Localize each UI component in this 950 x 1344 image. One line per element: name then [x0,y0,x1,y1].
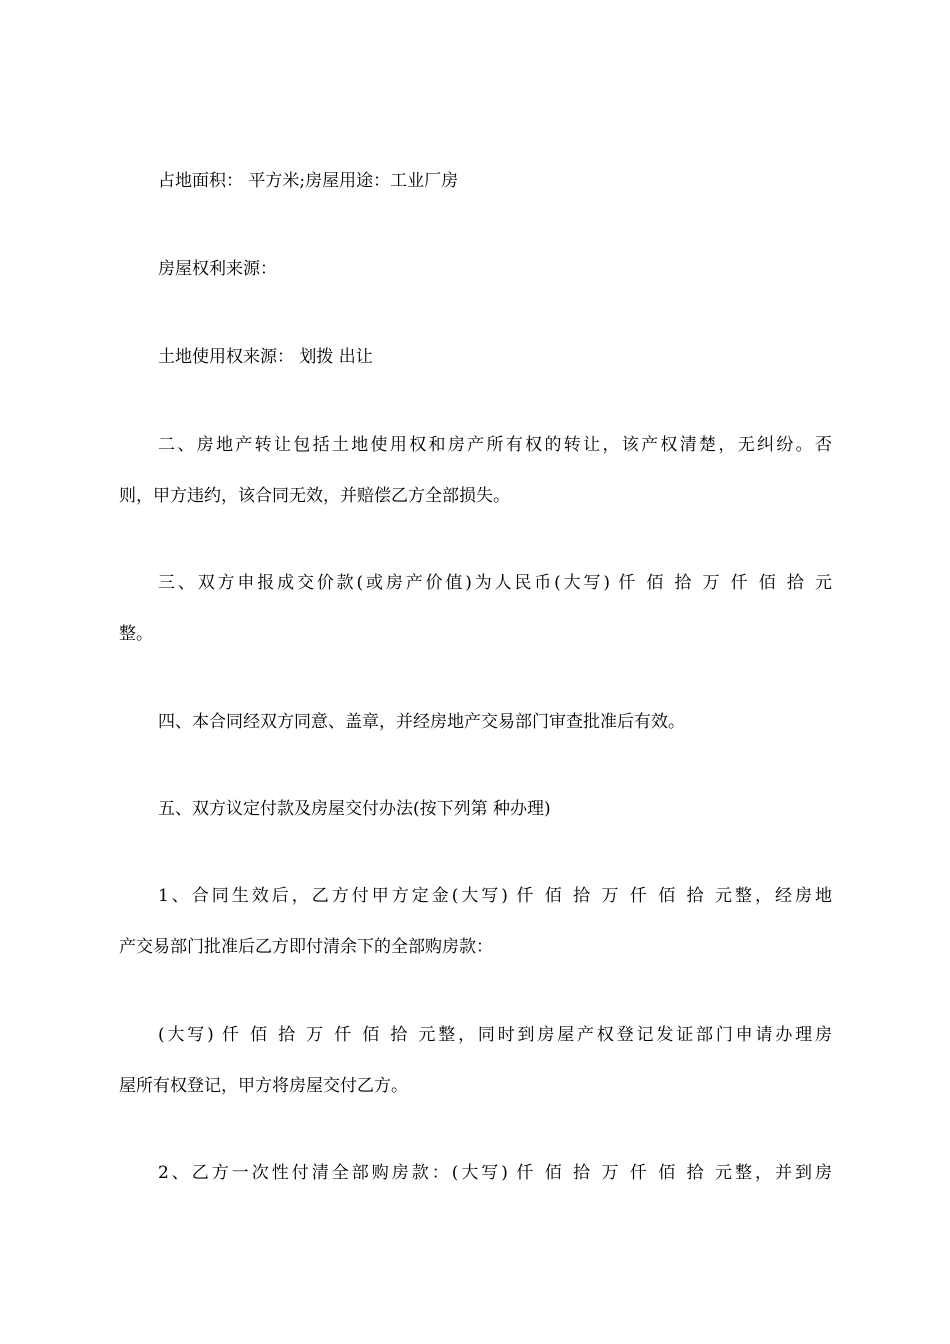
land-area-line: 占地面积： 平方米;房屋用途：工业厂房 [158,171,459,191]
clause-2-line-1: 二、房地产转让包括土地使用权和房产所有权的转让，该产权清楚，无纠纷。否 [158,435,832,455]
clause-3-line-2: 整。 [119,624,153,644]
clause-5-line: 五、双方议定付款及房屋交付办法(按下列第 种办理) [158,799,551,819]
clause-5-item-1-line-4: 屋所有权登记，甲方将房屋交付乙方。 [119,1076,408,1096]
clause-4-line: 四、本合同经双方同意、盖章，并经房地产交易部门审查批准后有效。 [158,712,685,732]
property-rights-source-line: 房屋权利来源： [158,259,277,279]
clause-3-line-1: 三、双方申报成交价款(或房产价值)为人民币(大写) 仟 佰 拾 万 仟 佰 拾 元 [158,573,832,593]
clause-5-item-1-line-3: (大写) 仟 佰 拾 万 仟 佰 拾 元整，同时到房屋产权登记发证部门申请办理房 [158,1025,832,1045]
clause-5-item-2-line-1: 2、乙方一次性付清全部购房款：(大写) 仟 佰 拾 万 仟 佰 拾 元整，并到房 [158,1163,832,1183]
land-use-rights-source-line: 土地使用权来源： 划拨 出让 [158,347,373,367]
clause-5-item-1-line-2: 产交易部门批准后乙方即付清余下的全部购房款： [119,937,493,957]
clause-5-item-1-line-1: 1、合同生效后，乙方付甲方定金(大写) 仟 佰 拾 万 仟 佰 拾 元整，经房地 [158,886,832,906]
clause-2-line-2: 则，甲方违约，该合同无效，并赔偿乙方全部损失。 [119,486,510,506]
